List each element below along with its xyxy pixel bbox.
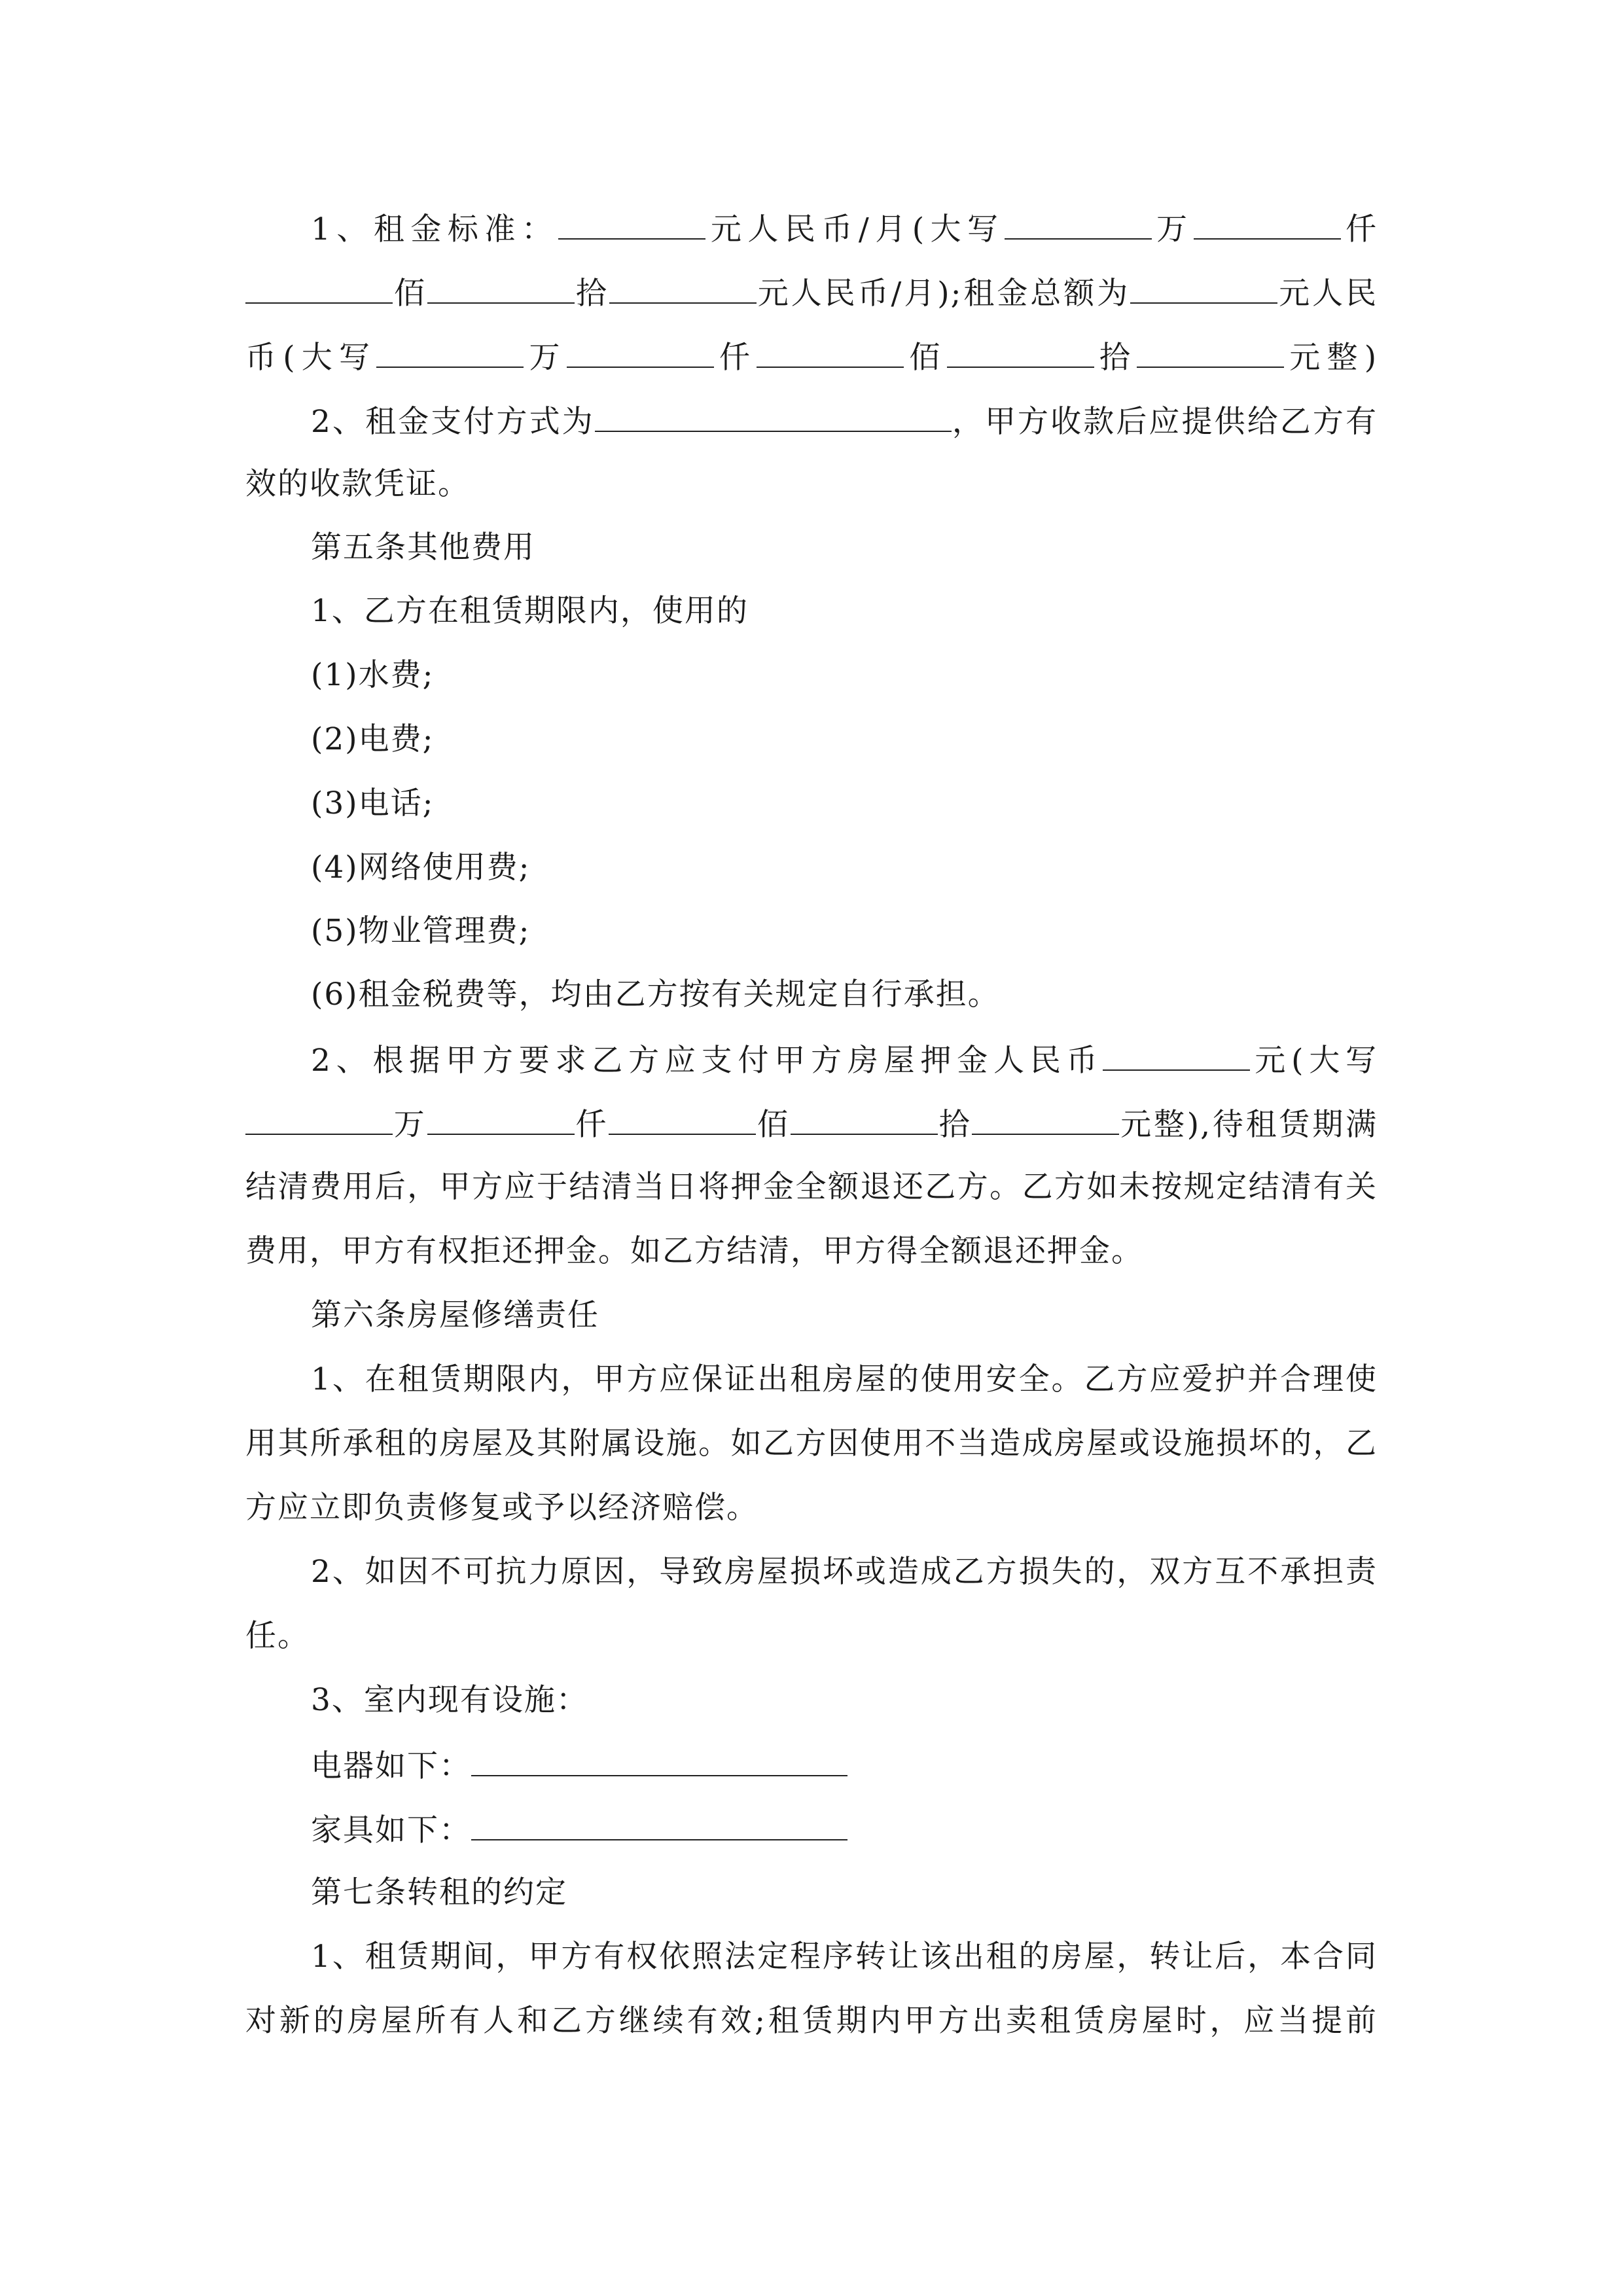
blank-field[interactable]: [558, 208, 705, 240]
paragraph-line: 用其所承租的房屋及其附属设施。如乙方因使用不当造成房屋或设施损坏的，乙: [245, 1426, 1378, 1462]
text-fragment: ，甲方收款后应提供给乙方有: [951, 404, 1378, 440]
text-fragment: 币(大写: [245, 340, 377, 376]
furniture-line: [311, 1809, 1378, 1848]
list-item: (1)水费;: [311, 657, 435, 693]
paragraph-line: 1、乙方在租赁期限内，使用的: [311, 593, 749, 629]
blank-field[interactable]: [245, 272, 393, 304]
paragraph-line: 方应立即负责修复或予以经济赔偿。: [245, 1490, 758, 1526]
text-fragment: 元人民币/月);租金总额为: [756, 276, 1131, 312]
blank-field[interactable]: [471, 1809, 847, 1840]
payment-method-line: [311, 401, 1378, 440]
blank-field[interactable]: [471, 1745, 847, 1776]
section-heading: 第五条其他费用: [311, 529, 535, 565]
blank-field[interactable]: [757, 336, 904, 368]
blank-field[interactable]: [972, 1103, 1119, 1135]
paragraph-line: 2、如因不可抗力原因，导致房屋损坏或造成乙方损失的，双方互不承担责: [311, 1554, 1378, 1590]
blank-field[interactable]: [567, 336, 714, 368]
text-fragment: 佰: [393, 276, 427, 312]
text-fragment: 元(大写: [1250, 1043, 1378, 1079]
blank-field[interactable]: [1194, 208, 1341, 240]
paragraph-line: 3、室内现有设施：: [311, 1682, 588, 1718]
deposit-line: [311, 1039, 1378, 1079]
text-fragment: 佰: [904, 340, 947, 376]
list-item: (4)网络使用费;: [311, 850, 531, 886]
paragraph-line: 效的收款凭证。: [245, 466, 470, 502]
paragraph-line: 结清费用后，甲方应于结清当日将押金全额退还乙方。乙方如未按规定结清有关: [245, 1169, 1378, 1205]
text-fragment: 1、租金标准：: [311, 211, 559, 247]
text-fragment: 元人民: [1277, 276, 1378, 312]
text-fragment: 佰: [756, 1107, 791, 1143]
list-item: (3)电话;: [311, 785, 435, 821]
section-heading: 第七条转租的约定: [311, 1874, 567, 1910]
text-fragment: 元整),待租赁期满: [1119, 1107, 1378, 1143]
text-fragment: 仟: [574, 1107, 609, 1143]
blank-field[interactable]: [609, 1103, 756, 1135]
text-fragment: 元人民币/月(大写: [705, 211, 1005, 247]
blank-field[interactable]: [1137, 336, 1284, 368]
text-fragment: 2、租金支付方式为: [311, 404, 595, 440]
paragraph-line: 任。: [245, 1618, 310, 1654]
rent-standard-line-2: [245, 272, 1378, 312]
list-item: (2)电费;: [311, 721, 435, 757]
text-fragment: 元整): [1284, 340, 1378, 376]
text-fragment: 仟: [713, 340, 757, 376]
blank-field[interactable]: [427, 1103, 575, 1135]
blank-field[interactable]: [609, 272, 757, 304]
rent-standard-line: [311, 208, 1378, 247]
blank-field[interactable]: [245, 1103, 393, 1135]
blank-field[interactable]: [1005, 208, 1152, 240]
blank-field[interactable]: [595, 401, 952, 432]
paragraph-line: 费用，甲方有权拒还押金。如乙方结清，甲方得全额退还押金。: [245, 1233, 1143, 1269]
text-fragment: 拾: [937, 1107, 972, 1143]
list-item: (5)物业管理费;: [311, 913, 531, 949]
blank-field[interactable]: [376, 336, 524, 368]
text-fragment: 电器如下：: [311, 1748, 471, 1784]
paragraph-line: 1、在租赁期限内，甲方应保证出租房屋的使用安全。乙方应爱护并合理使: [311, 1361, 1378, 1397]
deposit-line-2: [245, 1103, 1378, 1143]
rent-total-line: [245, 336, 1378, 376]
blank-field[interactable]: [1130, 272, 1277, 304]
text-fragment: 拾: [574, 276, 609, 312]
blank-field[interactable]: [1103, 1039, 1250, 1071]
paragraph-line: 1、租赁期间，甲方有权依照法定程序转让该出租的房屋，转让后，本合同: [311, 1939, 1378, 1975]
blank-field[interactable]: [791, 1103, 938, 1135]
appliances-line: [311, 1745, 1378, 1784]
section-heading: 第六条房屋修缮责任: [311, 1297, 599, 1333]
list-item: (6)租金税费等，均由乙方按有关规定自行承担。: [311, 977, 1000, 1013]
text-fragment: 2、根据甲方要求乙方应支付甲方房屋押金人民币: [311, 1043, 1103, 1079]
text-fragment: 万: [1151, 211, 1194, 247]
paragraph-line: 对新的房屋所有人和乙方继续有效;租赁期内甲方出卖租赁房屋时，应当提前: [245, 2003, 1378, 2039]
text-fragment: 万: [393, 1107, 427, 1143]
blank-field[interactable]: [427, 272, 575, 304]
blank-field[interactable]: [947, 336, 1094, 368]
text-fragment: 仟: [1340, 211, 1378, 247]
text-fragment: 万: [524, 340, 567, 376]
text-fragment: 家具如下：: [311, 1812, 471, 1848]
text-fragment: 拾: [1094, 340, 1137, 376]
